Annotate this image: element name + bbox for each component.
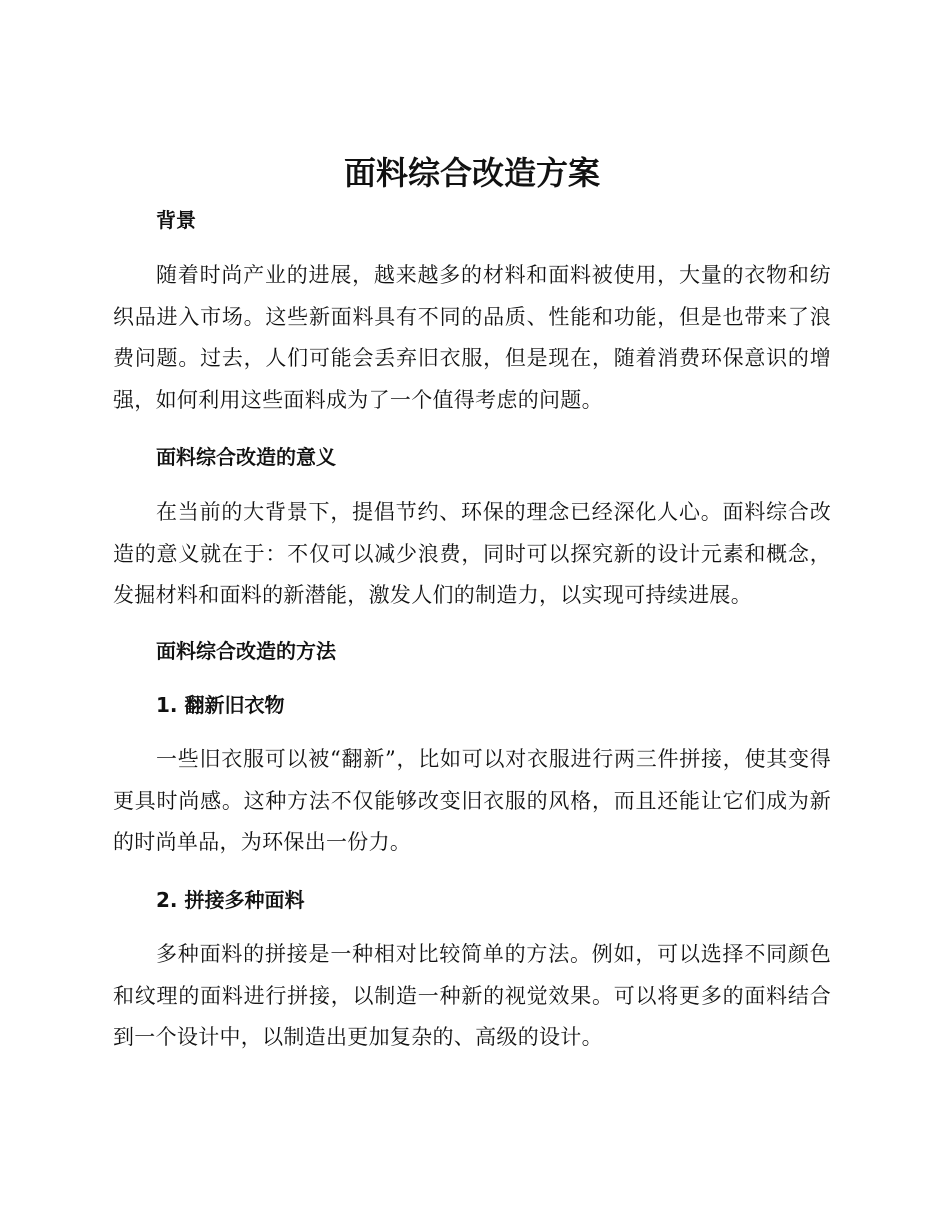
section-heading-significance: 面料综合改造的意义 (156, 445, 336, 469)
section-paragraph-refurbish: 一些旧衣服可以被“翻新”，比如可以对衣服进行两三件拼接，使其变得更具时尚感。这种方法不仅能够改变旧衣服的风格，而且还能让它们成为新的时尚单品，为环保出一份力。 (113, 747, 831, 854)
section-heading-patchwork: 2. 拼接多种面料 (156, 888, 305, 912)
document-title: 面料综合改造方案 (343, 154, 600, 192)
section-paragraph-background: 随着时尚产业的进展，越来越多的材料和面料被使用，大量的衣物和纺织品进入市场。这些新面料具有不同的品质、性能和功能，但是也带来了浪费问题。过去，人们可能会丢弃旧衣服，但是现在，随着消费环保意识的增强，如何利用这些面料成为了一个值得考虑的问题。 (113, 263, 831, 412)
section-heading-refurbish: 1. 翻新旧衣物 (156, 693, 285, 717)
section-heading-methods: 面料综合改造的方法 (156, 639, 336, 663)
section-paragraph-patchwork: 多种面料的拼接是一种相对比较简单的方法。例如，可以选择不同颜色和纹理的面料进行拼接，以制造一种新的视觉效果。可以将更多的面料结合到一个设计中，以制造出更加复杂的、高级的设计。 (113, 942, 831, 1049)
section-paragraph-significance: 在当前的大背景下，提倡节约、环保的理念已经深化人心。面料综合改造的意义就在于：不仅可以减少浪费，同时可以探究新的设计元素和概念，发掘材料和面料的新潜能，激发人们的制造力，以实现可持续进展。 (113, 500, 831, 607)
section-heading-background: 背景 (156, 208, 196, 232)
